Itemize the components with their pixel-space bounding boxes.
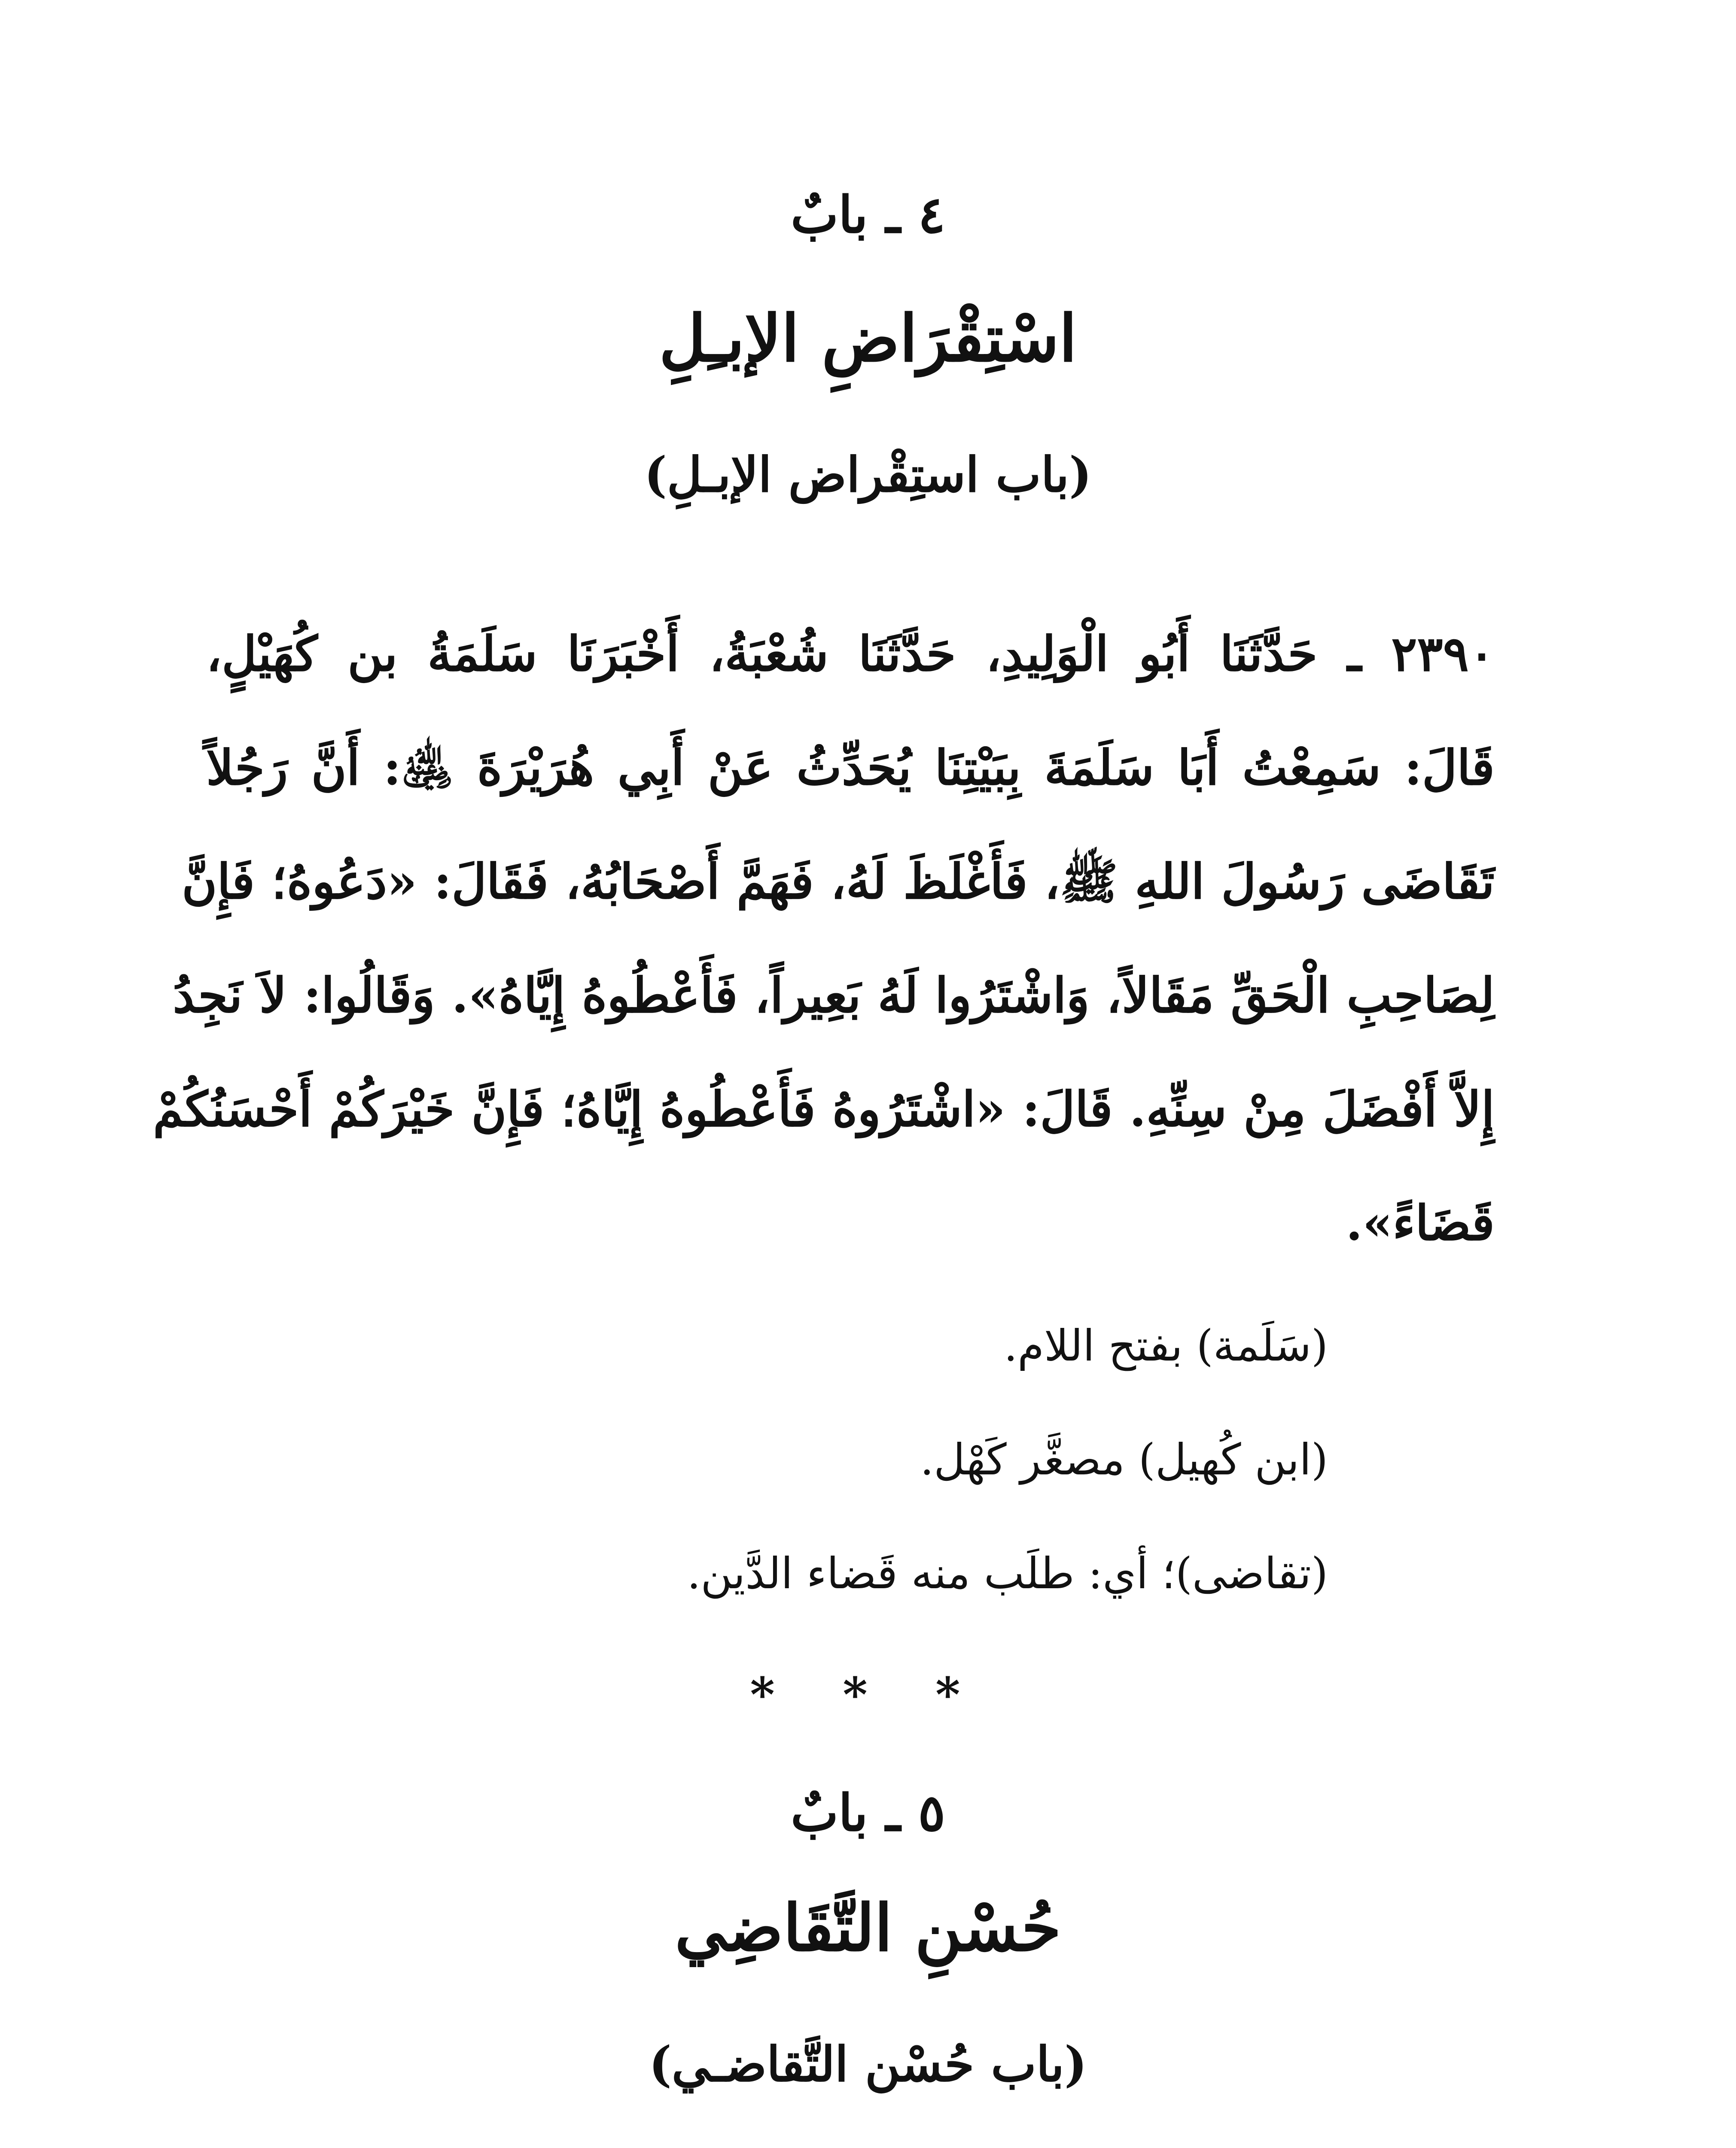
commentary-note: (تقاضى)؛ أي: طلَب منه قَضاء الدَّين. bbox=[687, 1548, 1328, 1599]
chapter-subtitle: (باب استِقْراض الإبـلِ) bbox=[644, 447, 1092, 503]
hadith-line: إِلاَّ أَفْضَلَ مِنْ سِنِّهِ. قَالَ: «اشْتَرُوهُ فَأَعْطُوهُ إِيَّاهُ؛ فَإِنَّ خَيْرَكُمْ أَحْسَنُكُمْ bbox=[153, 1081, 1495, 1138]
chapter-number-heading: ٤ ـ بابٌ bbox=[790, 185, 945, 244]
hadith-line: لِصَاحِبِ الْحَقِّ مَقَالاً، وَاشْتَرُوا لَهُ بَعِيراً، فَأَعْطُوهُ إِيَّاهُ». وَقَالُوا: لاَ نَجِدُ bbox=[173, 967, 1495, 1024]
hadith-line: تَقَاضَى رَسُولَ اللهِ ﷺ، فَأَغْلَظَ لَهُ، فَهَمَّ أَصْحَابُهُ، فَقَالَ: «دَعُوهُ؛ فَإِنَّ bbox=[182, 854, 1495, 910]
hadith-line: قَضَاءً». bbox=[1346, 1195, 1495, 1251]
hadith-line: ٢٣٩٠ ـ حَدَّثَنَا أَبُو الْوَلِيدِ، حَدَّثَنَا شُعْبَةُ، أَخْبَرَنَا سَلَمَةُ بن كُهَيْلٍ، bbox=[206, 626, 1495, 682]
hadith-2390-text bbox=[153, 597, 1495, 1280]
hadith-line: قَالَ: سَمِعْتُ أَبَا سَلَمَةَ بِبَيْتِنَا يُحَدِّثُ عَنْ أَبِي هُرَيْرَةَ ﵁: أَنَّ رَجُلاً bbox=[206, 740, 1495, 796]
commentary-note: (ابن كُهيل) مصغَّر كَهْل. bbox=[920, 1434, 1328, 1485]
section-separator: * * * bbox=[750, 1667, 986, 1722]
commentary-note: (سَلَمة) بفتح اللام. bbox=[1004, 1321, 1328, 1371]
chapter-subtitle: (باب حُسْن التَّقاضـي) bbox=[649, 2036, 1087, 2093]
chapter-number-heading: ٥ ـ بابٌ bbox=[790, 1783, 945, 1843]
commentary-notes bbox=[297, 1289, 1328, 1630]
chapter-title: حُسْنِ التَّقَاضِي bbox=[675, 1890, 1061, 1966]
chapter-title: اسْتِقْرَاضِ الإبـِلِ bbox=[659, 301, 1077, 376]
